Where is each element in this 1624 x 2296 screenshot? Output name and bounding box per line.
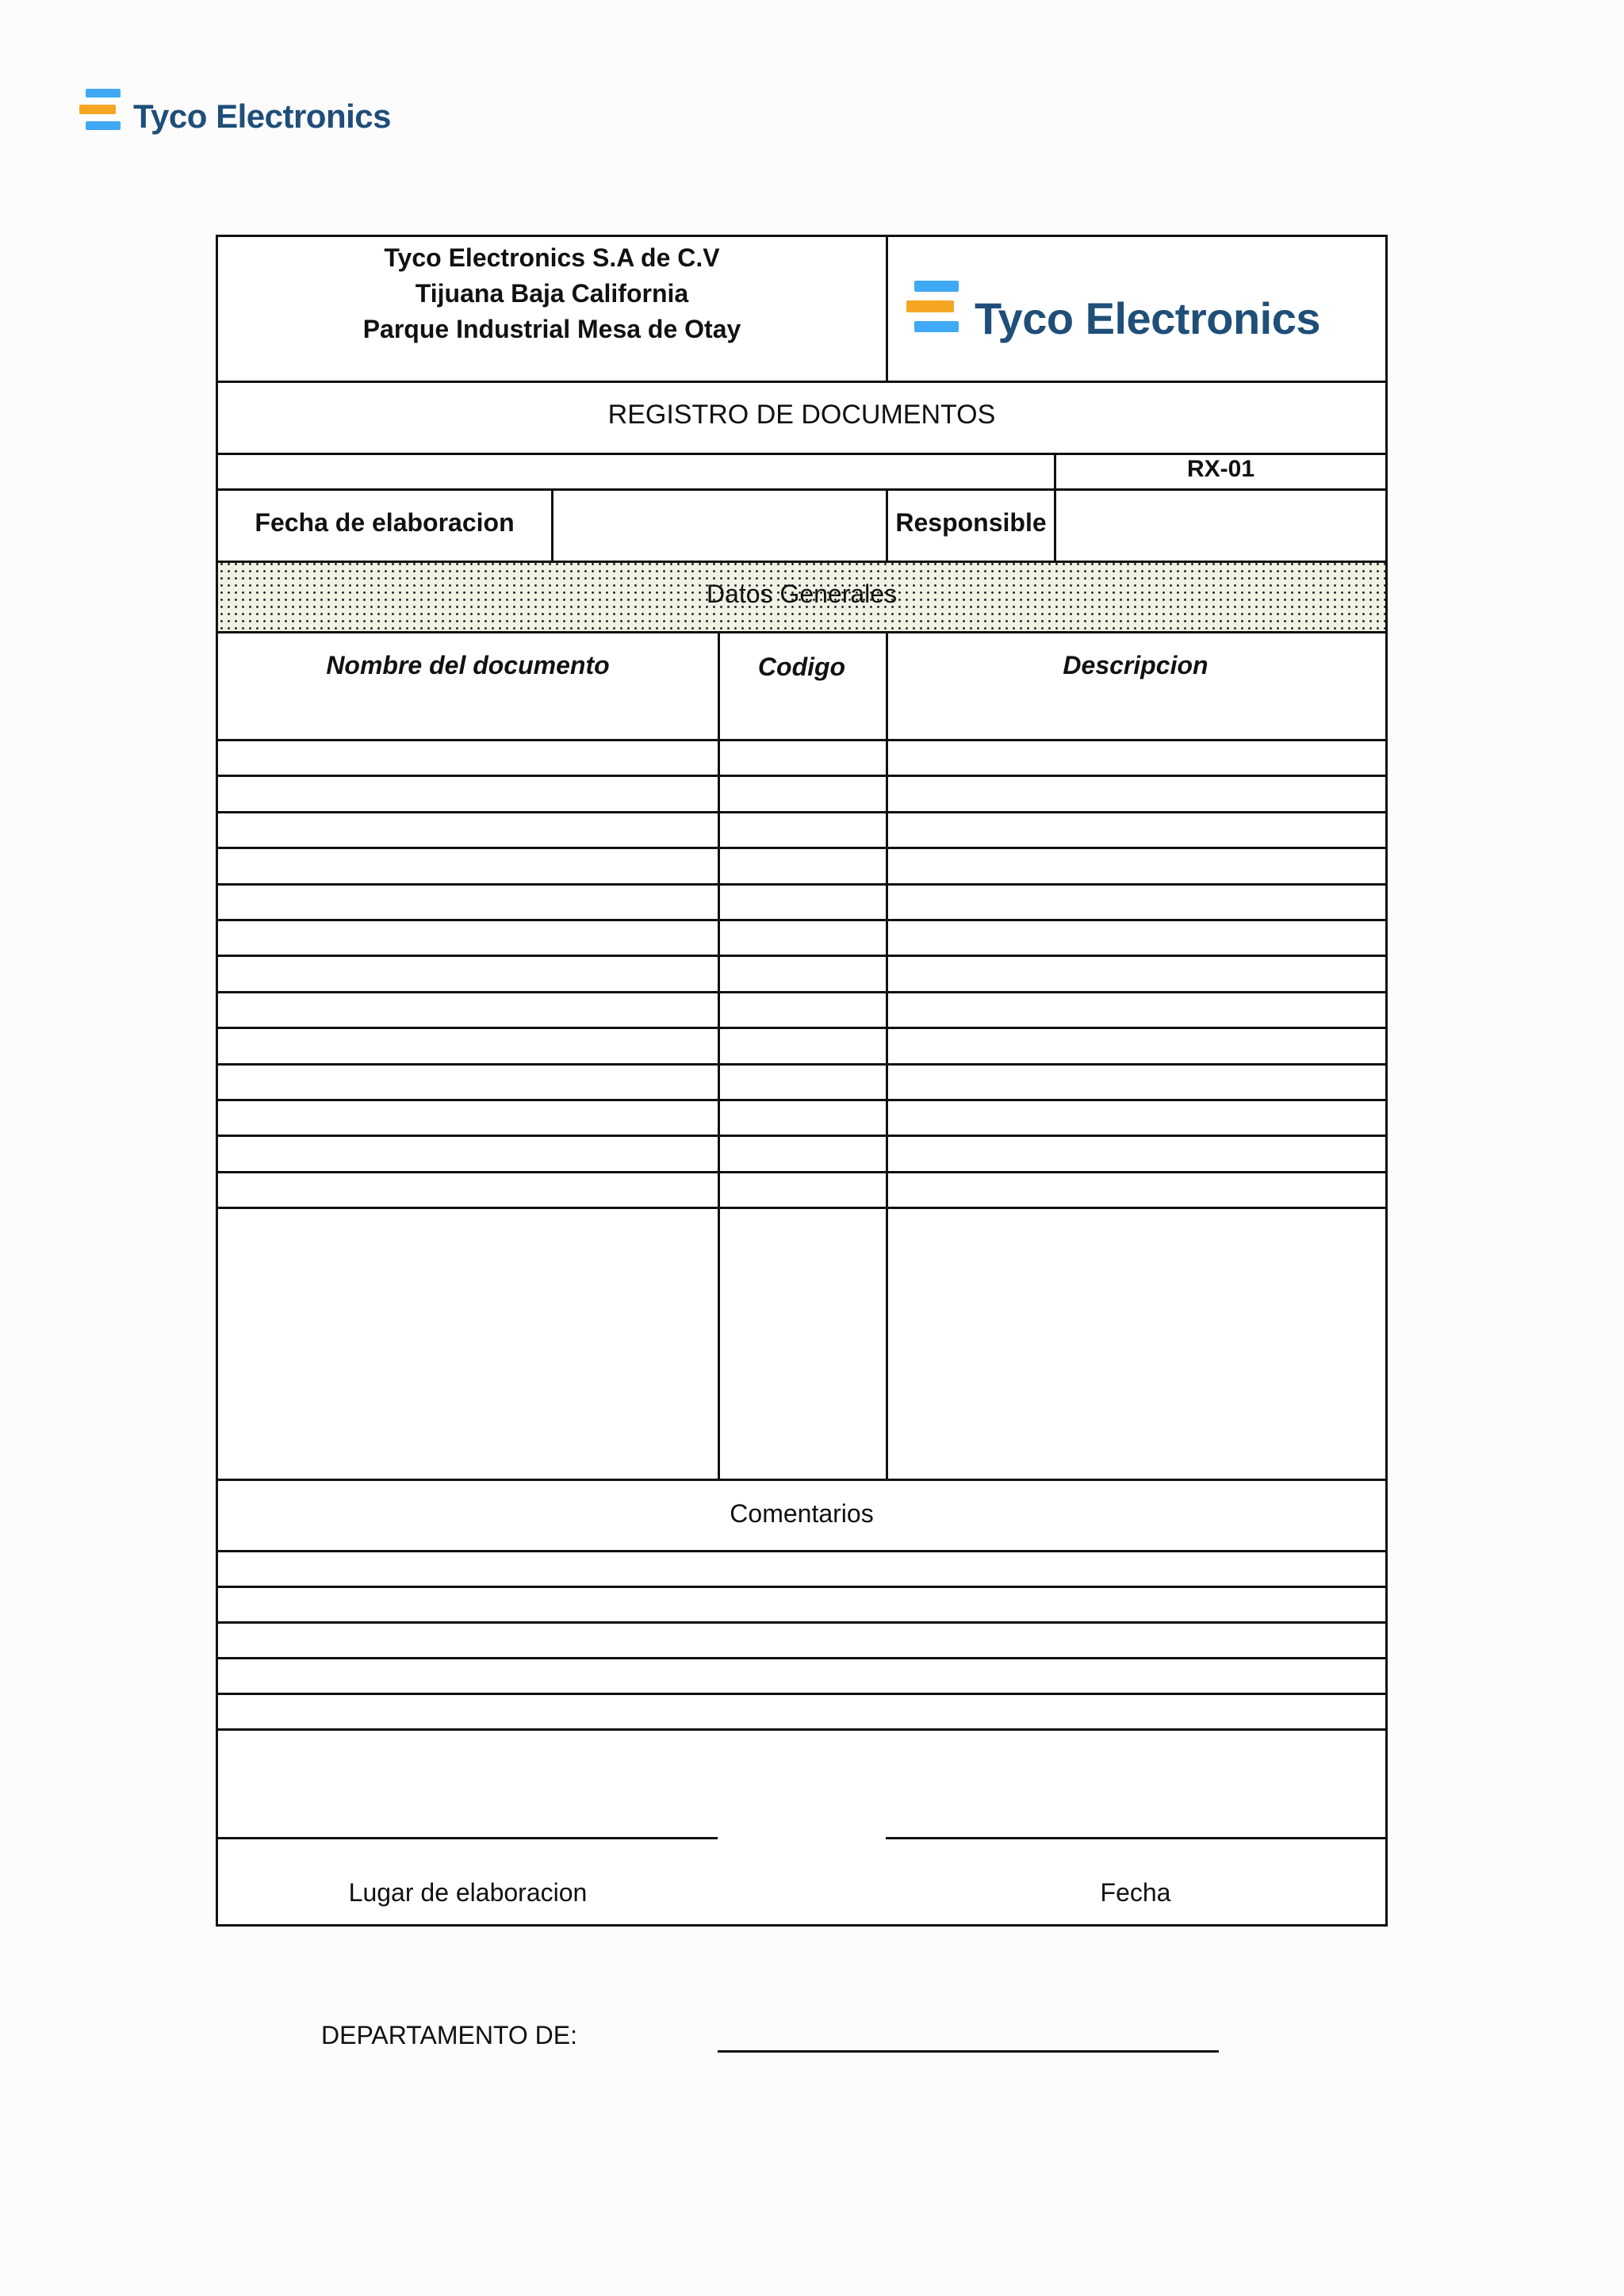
table-cell[interactable] bbox=[218, 851, 718, 880]
tyco-logo-icon bbox=[906, 281, 967, 333]
table-cell[interactable] bbox=[888, 996, 1385, 1024]
col-header-nombre: Nombre del documento bbox=[326, 651, 610, 679]
fecha-sign-label: Fecha bbox=[1100, 1878, 1171, 1907]
row-divider bbox=[218, 811, 1385, 813]
row-divider bbox=[218, 1099, 1385, 1101]
row-divider bbox=[218, 847, 1385, 849]
row-divider bbox=[218, 1135, 1385, 1137]
table-cell[interactable] bbox=[218, 888, 718, 916]
table-cell[interactable] bbox=[218, 1068, 718, 1096]
table-bottom-border bbox=[218, 1479, 1385, 1481]
table-cell[interactable] bbox=[888, 959, 1385, 988]
company-line-2: Tijuana Baja California bbox=[415, 279, 689, 308]
document-form bbox=[216, 235, 1388, 2049]
table-cell[interactable] bbox=[888, 1031, 1385, 1060]
comment-divider bbox=[218, 1693, 1385, 1695]
row-divider bbox=[218, 1027, 1385, 1029]
table-cell[interactable] bbox=[888, 1068, 1385, 1096]
table-cell[interactable] bbox=[218, 1176, 718, 1204]
comments-label: Comentarios bbox=[730, 1499, 874, 1528]
table-cell[interactable] bbox=[888, 1104, 1385, 1132]
form-title: REGISTRO DE DOCUMENTOS bbox=[607, 400, 996, 430]
comment-divider bbox=[218, 1657, 1385, 1659]
table-cell[interactable] bbox=[720, 924, 886, 952]
table-cell[interactable] bbox=[720, 1068, 886, 1096]
comment-line[interactable] bbox=[218, 1626, 1385, 1655]
comment-line[interactable] bbox=[218, 1662, 1385, 1690]
section-title: Datos Generales bbox=[706, 580, 898, 608]
departamento-label: DEPARTAMENTO DE: bbox=[321, 2021, 578, 2049]
col-header-descripcion: Descripcion bbox=[1063, 651, 1208, 679]
table-cell[interactable] bbox=[218, 779, 718, 808]
table-cell[interactable] bbox=[720, 816, 886, 844]
table-cell[interactable] bbox=[888, 851, 1385, 880]
departamento-line[interactable] bbox=[718, 2050, 1219, 2053]
fecha-field[interactable] bbox=[553, 508, 886, 540]
row-divider bbox=[218, 955, 1385, 957]
table-cell[interactable] bbox=[218, 1211, 718, 1240]
responsible-label: Responsible bbox=[895, 508, 1047, 537]
table-cell[interactable] bbox=[218, 1139, 718, 1168]
tyco-logo-icon bbox=[79, 89, 127, 130]
form-code: RX-01 bbox=[1186, 456, 1255, 482]
table-cell[interactable] bbox=[720, 959, 886, 988]
table-cell[interactable] bbox=[218, 744, 718, 772]
comment-divider bbox=[218, 1621, 1385, 1624]
comment-divider bbox=[218, 1550, 1385, 1552]
row-divider bbox=[218, 991, 1385, 993]
table-cell[interactable] bbox=[218, 996, 718, 1024]
table-cell[interactable] bbox=[218, 924, 718, 952]
row-divider bbox=[218, 883, 1385, 886]
table-cell[interactable] bbox=[720, 851, 886, 880]
company-line-3: Parque Industrial Mesa de Otay bbox=[362, 315, 741, 343]
comment-line[interactable] bbox=[218, 1590, 1385, 1619]
table-cell[interactable] bbox=[888, 1176, 1385, 1204]
table-cell[interactable] bbox=[218, 1104, 718, 1132]
table-cell[interactable] bbox=[720, 1104, 886, 1132]
comment-divider bbox=[218, 1728, 1385, 1731]
table-cell[interactable] bbox=[720, 1031, 886, 1060]
comment-divider bbox=[218, 1586, 1385, 1588]
table-cell[interactable] bbox=[888, 888, 1385, 916]
table-cell[interactable] bbox=[218, 1031, 718, 1060]
comment-line[interactable] bbox=[218, 1555, 1385, 1583]
table-cell[interactable] bbox=[888, 744, 1385, 772]
table-cell[interactable] bbox=[720, 1176, 886, 1204]
table-cell[interactable] bbox=[720, 888, 886, 916]
comment-line[interactable] bbox=[218, 1697, 1385, 1726]
header-logo-text: Tyco Electronics bbox=[975, 293, 1321, 343]
row-divider bbox=[218, 1207, 1385, 1209]
table-cell[interactable] bbox=[720, 779, 886, 808]
table-cell[interactable] bbox=[720, 1139, 886, 1168]
table-cell[interactable] bbox=[218, 959, 718, 988]
table-cell[interactable] bbox=[720, 744, 886, 772]
table-cell[interactable] bbox=[720, 1211, 886, 1240]
table-cell[interactable] bbox=[888, 1211, 1385, 1240]
page-logo bbox=[79, 83, 391, 136]
table-cell[interactable] bbox=[888, 816, 1385, 844]
table-cell[interactable] bbox=[720, 996, 886, 1024]
company-line-1: Tyco Electronics S.A de C.V bbox=[384, 243, 720, 272]
row-divider bbox=[218, 919, 1385, 921]
header-logo bbox=[906, 269, 1320, 344]
fecha-label: Fecha de elaboracion bbox=[255, 508, 515, 537]
responsible-field[interactable] bbox=[1056, 508, 1385, 540]
row-divider bbox=[218, 1171, 1385, 1173]
row-divider bbox=[218, 1063, 1385, 1066]
table-cell[interactable] bbox=[888, 924, 1385, 952]
table-cell[interactable] bbox=[218, 816, 718, 844]
page-logo-text: Tyco Electronics bbox=[133, 98, 392, 135]
row-divider bbox=[218, 739, 1385, 741]
table-cell[interactable] bbox=[888, 779, 1385, 808]
lugar-label: Lugar de elaboracion bbox=[348, 1878, 588, 1907]
row-divider bbox=[218, 775, 1385, 777]
table-cell[interactable] bbox=[888, 1139, 1385, 1168]
col-header-codigo: Codigo bbox=[757, 652, 846, 681]
